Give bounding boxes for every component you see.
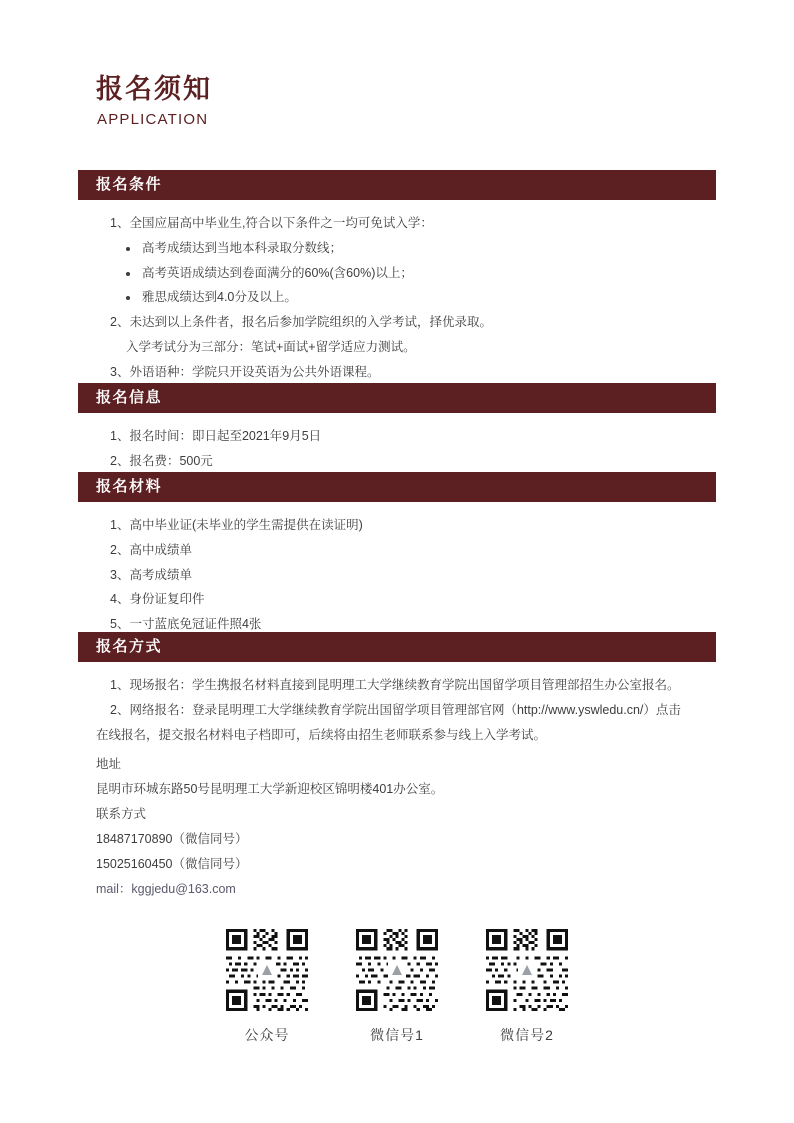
list-item: 入学考试分为三部分：笔试+面试+留学适应力测试。 bbox=[126, 339, 416, 354]
section-application-materials bbox=[78, 472, 716, 638]
qr-logo-icon bbox=[258, 961, 276, 979]
page-title bbox=[96, 72, 212, 128]
phone-number-2: 15025160450（微信同号） bbox=[96, 857, 248, 871]
section-application-info bbox=[78, 383, 716, 475]
qr-logo-icon bbox=[518, 961, 536, 979]
list-item: 2、报名费：500元 bbox=[110, 453, 213, 468]
phone-label: 联系方式 bbox=[96, 807, 147, 821]
section-heading: 报名方式 bbox=[78, 632, 716, 662]
section-body bbox=[78, 413, 716, 474]
list-item: 3、外语语种：学院只开设英语为公共外语课程。 bbox=[110, 364, 380, 379]
section-body bbox=[78, 200, 716, 384]
qr-code-icon bbox=[222, 925, 312, 1015]
list-item: 1、现场报名：学生携报名材料直接到昆明理工大学继续教育学院出国留学项目管理部招生办公室报名。 bbox=[110, 678, 680, 692]
qrcode-item bbox=[482, 925, 572, 1045]
section-body bbox=[78, 502, 716, 637]
list-item: 5、一寸蓝底免冠证件照4张 bbox=[110, 617, 262, 631]
section-heading: 报名条件 bbox=[78, 170, 716, 200]
email-address: mail：kggjedu@163.com bbox=[96, 882, 236, 896]
list-item: 在线报名，提交报名材料电子档即可，后续将由招生老师联系参与线上入学考试。 bbox=[96, 727, 547, 742]
qrcode-row bbox=[0, 925, 794, 1045]
qrcode-item bbox=[222, 925, 312, 1045]
qr-code-icon bbox=[352, 925, 442, 1015]
qrcode-label: 微信号2 bbox=[500, 1027, 554, 1043]
list-item: 1、全国应届高中毕业生,符合以下条件之一均可免试入学： bbox=[110, 216, 433, 230]
qrcode-item bbox=[352, 925, 442, 1045]
list-item: 高考英语成绩达到卷面满分的60%(含60%)以上； bbox=[96, 262, 716, 286]
qr-logo-icon bbox=[388, 961, 406, 979]
list-item: 2、网络报名：登录昆明理工大学继续教育学院出国留学项目管理部官网（http://www.yswledu.cn/）点击 bbox=[110, 702, 681, 717]
page-title-en: APPLICATION bbox=[97, 111, 209, 129]
phone-number-1: 18487170890（微信同号） bbox=[96, 832, 248, 846]
section-application-requirements bbox=[78, 170, 716, 385]
qr-code-icon bbox=[482, 925, 572, 1015]
address-label: 地址 bbox=[96, 757, 122, 771]
qrcode-label: 公众号 bbox=[244, 1027, 290, 1043]
list-item: 2、未达到以上条件者，报名后参加学院组织的入学考试，择优录取。 bbox=[110, 315, 492, 329]
list-item: 2、高中成绩单 bbox=[110, 542, 192, 557]
contact-block bbox=[96, 752, 443, 902]
section-body bbox=[78, 662, 716, 747]
list-item: 3、高考成绩单 bbox=[110, 567, 192, 582]
page-title-cn: 报名须知 bbox=[96, 74, 212, 104]
section-heading: 报名信息 bbox=[78, 383, 716, 413]
list-item: 高考成绩达到当地本科录取分数线； bbox=[96, 237, 716, 261]
list-item: 1、报名时间：即日起至2021年9月5日 bbox=[110, 429, 322, 443]
list-item: 1、高中毕业证(未毕业的学生需提供在读证明) bbox=[110, 518, 363, 532]
address-value: 昆明市环城东路50号昆明理工大学新迎校区锦明楼401办公室。 bbox=[96, 782, 444, 796]
section-application-methods bbox=[78, 632, 716, 748]
list-item: 4、身份证复印件 bbox=[110, 592, 205, 607]
section-heading: 报名材料 bbox=[78, 472, 716, 502]
list-item: 雅思成绩达到4.0分及以上。 bbox=[96, 286, 716, 310]
qrcode-label: 微信号1 bbox=[370, 1027, 424, 1043]
